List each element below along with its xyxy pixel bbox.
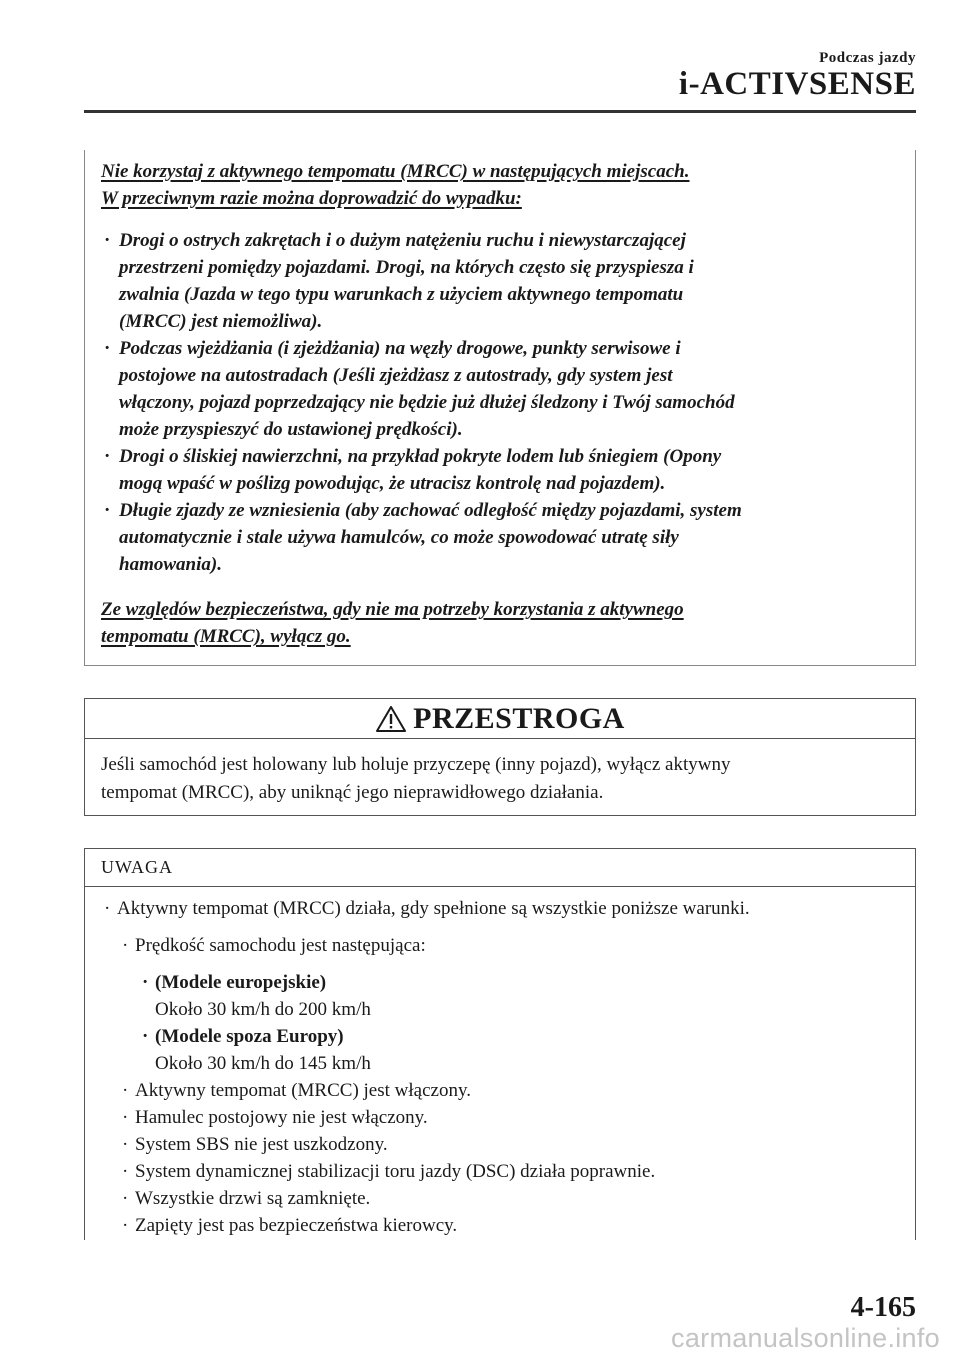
- warning-bullet: [101, 335, 901, 443]
- model-speed-range: Około 30 km/h do 200 km/h: [155, 999, 371, 1020]
- caution-line: Jeśli samochód jest holowany lub holuje przyczepę (inny pojazd), wyłącz aktywny: [101, 754, 731, 775]
- model-label: · (Modele spoza Europy): [99, 1023, 899, 1050]
- caution-line: tempomat (MRCC), aby uniknąć jego nieprawidłowego działania.: [101, 782, 604, 803]
- bullet-line: przestrzeni pomiędzy pojazdami. Drogi, na których często się przyspiesza i: [119, 257, 694, 278]
- bullet-line: mogą wpaść w poślizg powodując, że utracisz kontrolę nad pojazdem).: [119, 473, 666, 494]
- bullet-line: Drogi o ostrych zakrętach i o dużym natężeniu ruchu i niewystarczającej: [119, 230, 686, 251]
- warning-outro-line: Ze względów bezpieczeństwa, gdy nie ma potrzeby korzystania z aktywnego: [101, 599, 684, 620]
- section-label: Podczas jazdy: [819, 50, 916, 66]
- condition-item: · System dynamicznej stabilizacji toru jazdy (DSC) działa poprawnie.: [99, 1158, 899, 1185]
- warning-body: [101, 158, 901, 650]
- condition-item: · Wszystkie drzwi są zamknięte.: [99, 1185, 899, 1212]
- caution-text: [85, 739, 915, 807]
- note-body: [85, 887, 915, 1239]
- bullet-line: Podczas wjeżdżania (i zjeżdżania) na węzły drogowe, punkty serwisowe i: [119, 338, 681, 359]
- warning-outro: [101, 596, 901, 650]
- condition-item: · Aktywny tempomat (MRCC) jest włączony.: [99, 1077, 899, 1104]
- bullet-line: Długie zjazdy ze wzniesienia (aby zachować odległość między pojazdami, system: [119, 500, 742, 521]
- warning-bullet-list: [101, 227, 901, 578]
- bullet-line: włączony, pojazd poprzedzający nie będzie już dłużej śledzony i Twój samochód: [119, 392, 735, 413]
- caution-header: [85, 699, 915, 739]
- note-title: UWAGA: [85, 849, 915, 887]
- warning-triangle-icon: [375, 705, 407, 733]
- model-label: · (Modele europejskie): [99, 969, 899, 996]
- warning-box: [84, 150, 916, 666]
- condition-item: · Zapięty jest pas bezpieczeństwa kierowcy.: [99, 1212, 899, 1239]
- speed-heading: · Prędkość samochodu jest następująca:: [99, 932, 899, 959]
- condition-item: · Hamulec postojowy nie jest włączony.: [99, 1104, 899, 1131]
- note-main-condition: · Aktywny tempomat (MRCC) działa, gdy spełnione są wszystkie poniższe warunki.: [99, 895, 899, 922]
- bullet-line: automatycznie i stale używa hamulców, co może spowodować utratę siły: [119, 527, 679, 548]
- warning-bullet: [101, 497, 901, 578]
- warning-intro-line: Nie korzystaj z aktywnego tempomatu (MRCC) w następujących miejscach.: [101, 161, 690, 182]
- condition-item: · System SBS nie jest uszkodzony.: [99, 1131, 899, 1158]
- watermark: carmanualsonline.info: [671, 1323, 940, 1353]
- caution-title: PRZESTROGA: [413, 701, 625, 735]
- bullet-line: (MRCC) jest niemożliwa).: [119, 311, 323, 332]
- warning-bullet: [101, 443, 901, 497]
- warning-outro-line: tempomatu (MRCC), wyłącz go.: [101, 626, 351, 647]
- warning-intro-line: W przeciwnym razie można doprowadzić do wypadku:: [101, 188, 522, 209]
- bullet-line: hamowania).: [119, 554, 222, 575]
- page-number: 4-165: [850, 1292, 916, 1323]
- bullet-line: może przyspieszyć do ustawionej prędkości).: [119, 419, 463, 440]
- bullet-line: Drogi o śliskiej nawierzchni, na przykład pokryte lodem lub śniegiem (Opony: [119, 446, 722, 467]
- caution-box: [84, 698, 916, 816]
- header-rule: [84, 110, 916, 113]
- warning-bullet: [101, 227, 901, 335]
- note-box: [84, 848, 916, 1240]
- bullet-line: zwalnia (Jazda w tego typu warunkach z użyciem aktywnego tempomatu: [119, 284, 684, 305]
- warning-intro: [101, 158, 901, 212]
- bullet-line: postojowe na autostradach (Jeśli zjeżdżasz z autostrady, gdy system jest: [119, 365, 673, 386]
- model-speed-range: Około 30 km/h do 145 km/h: [155, 1053, 371, 1074]
- chapter-title: i-ACTIVSENSE: [678, 66, 916, 102]
